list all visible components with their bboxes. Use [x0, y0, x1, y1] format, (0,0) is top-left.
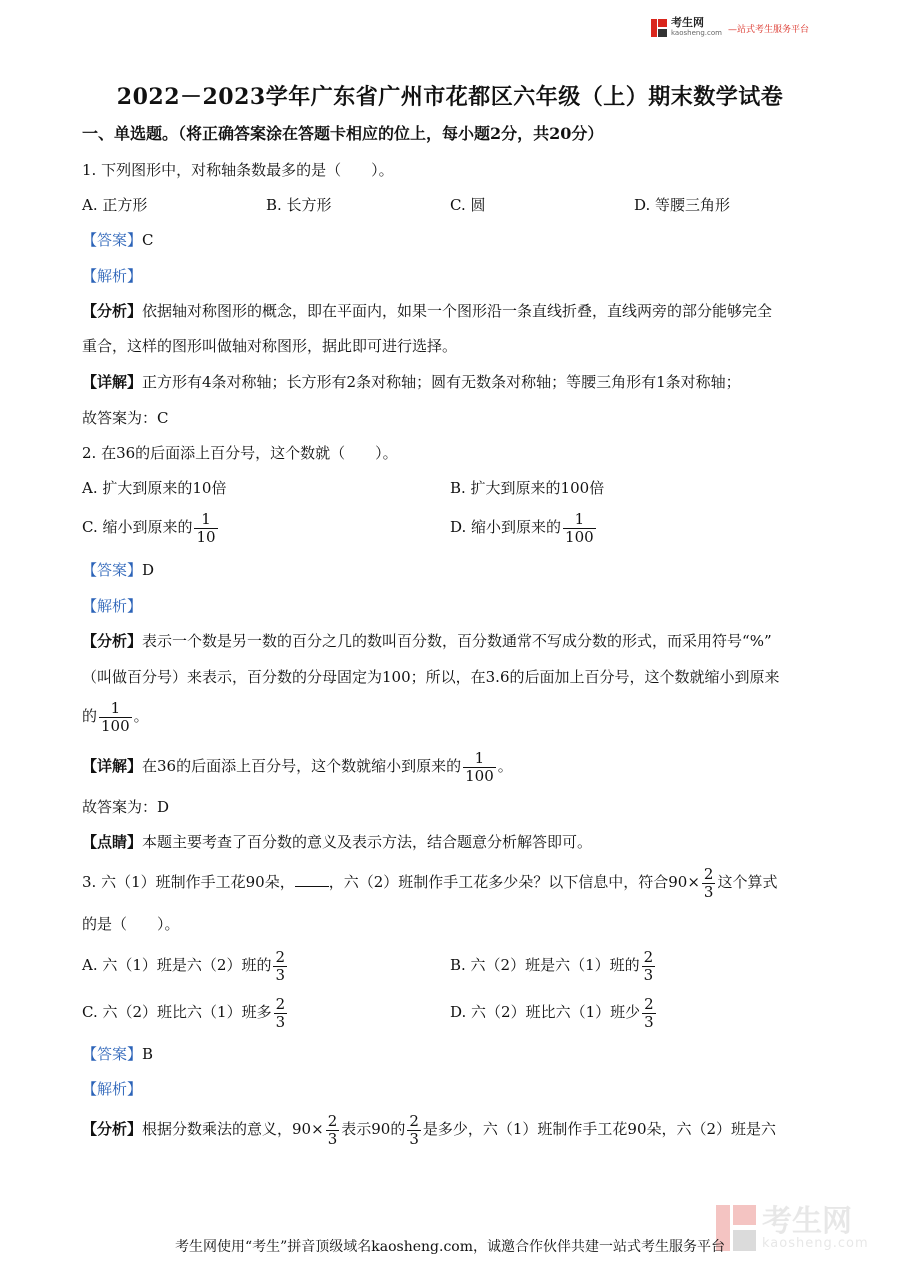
fraction-denominator: 3 — [644, 1012, 654, 1031]
answer-blank — [295, 874, 329, 887]
q1-stem: 1. 下列图形中，对称轴条数最多的是（ ）。 — [82, 161, 394, 179]
logo-slogan: —站式考生服务平台 — [727, 24, 809, 35]
fraction-numerator: 1 — [474, 748, 485, 767]
q3-option-b — [450, 947, 657, 984]
fraction-denominator: 100 — [465, 766, 494, 785]
page-title: 2022－2023学年广东省广州市花都区六年级（上）期末数学试卷 — [116, 84, 784, 110]
fraction-numerator: 1 — [110, 698, 121, 717]
option-text: C. 六（2）班比六（1）班多 — [82, 1003, 272, 1021]
fraction — [642, 949, 656, 984]
option-text: C. 缩小到原来的 — [82, 518, 193, 536]
q2-stem: 2. 在36的后面添上百分号，这个数就（ ）。 — [82, 444, 398, 462]
fraction-numerator: 1 — [201, 509, 211, 528]
q3-analysis-line-1 — [82, 1111, 776, 1148]
page-footer: 考生网使用“考生”拼音顶级域名kaosheng.com，诚邀合作伙伴共建一站式考生服务平台 — [174, 1239, 726, 1255]
q1-option-a: A. 正方形 — [82, 196, 148, 214]
q1-option-c: C. 圆 — [450, 196, 486, 214]
q2-answer — [82, 560, 154, 580]
q3-option-c — [82, 994, 289, 1031]
q3-stem-line-1 — [82, 864, 777, 901]
fraction — [194, 511, 217, 546]
q2-option-a: A. 扩大到原来的10倍 — [82, 479, 227, 497]
dianjing-text: 本题主要考查了百分数的意义及表示方法，结合题意分析解答即可。 — [142, 833, 593, 851]
fraction — [407, 1113, 421, 1148]
fraction — [702, 866, 716, 901]
fraction — [563, 511, 596, 546]
fraction-denominator: 3 — [409, 1129, 419, 1148]
q3-option-d — [450, 994, 658, 1031]
analysis-text: 是多少，六（1）班制作手工花90朵，六（2）班是六 — [422, 1120, 777, 1138]
fraction-denominator: 3 — [275, 965, 286, 984]
q1-analysis-line-1 — [82, 301, 772, 321]
q2-option-d — [450, 509, 598, 546]
fraction-numerator: 2 — [643, 947, 654, 966]
fraction-denominator: 100 — [565, 527, 594, 546]
fraction — [642, 996, 656, 1031]
fraction-numerator: 1 — [574, 509, 585, 528]
detail-text: 。 — [497, 757, 513, 775]
analysis-text: 依据轴对称图形的概念，即在平面内，如果一个图形沿一条直线折叠，直线两旁的部分能够完全 — [142, 302, 773, 320]
q2-option-c — [82, 509, 220, 546]
analysis-tag: 【分析】 — [82, 1120, 143, 1138]
q3-stem-line-2: 的是（ ）。 — [82, 915, 180, 933]
q1-detail — [82, 372, 741, 392]
fraction — [274, 996, 288, 1031]
fraction — [326, 1113, 340, 1148]
q2-jiexi-tag: 【解析】 — [82, 597, 143, 615]
q1-jiexi-tag: 【解析】 — [82, 267, 143, 285]
header-logo[interactable] — [651, 18, 809, 38]
analysis-text: 表示90的 — [341, 1120, 406, 1138]
fraction-denominator: 10 — [196, 527, 216, 546]
detail-tag: 【详解】 — [82, 373, 143, 391]
q1-answer — [82, 230, 154, 250]
answer-value: C — [142, 231, 154, 249]
fraction-numerator: 2 — [275, 994, 286, 1013]
fraction — [463, 750, 496, 785]
q2-option-b: B. 扩大到原来的100倍 — [450, 479, 605, 497]
answer-tag: 【答案】 — [82, 231, 143, 249]
answer-value: D — [142, 561, 155, 579]
fraction-numerator: 2 — [327, 1111, 338, 1130]
analysis-text: 表示一个数是另一数的百分之几的数叫百分数，百分数通常不写成分数的形式，而采用符号“%” — [142, 632, 772, 650]
fraction-numerator: 2 — [644, 994, 654, 1013]
fraction-denominator: 3 — [275, 1012, 286, 1031]
answer-tag: 【答案】 — [82, 561, 143, 579]
fraction-denominator: 3 — [643, 965, 654, 984]
fraction-denominator: 3 — [703, 882, 714, 901]
q1-final: 故答案为：C — [82, 409, 169, 427]
q2-dianjing — [82, 832, 592, 852]
analysis-tag: 【分析】 — [82, 302, 143, 320]
kaosheng-logo-icon — [651, 19, 667, 37]
analysis-text: 。 — [133, 707, 149, 725]
detail-text: 正方形有4条对称轴；长方形有2条对称轴；圆有无数条对称轴；等腰三角形有1条对称轴； — [142, 373, 741, 391]
analysis-tag: 【分析】 — [82, 632, 143, 650]
section-heading: 一、单选题。（将正确答案涂在答题卡相应的位上，每小题2分，共20分） — [82, 124, 604, 143]
stem-text: ，六（2）班制作手工花多少朵？以下信息中，符合90× — [328, 873, 700, 891]
fraction — [273, 949, 287, 984]
q1-analysis-line-2: 重合，这样的图形叫做轴对称图形，据此即可进行选择。 — [82, 337, 458, 355]
q1-option-b: B. 长方形 — [266, 196, 332, 214]
analysis-text: 根据分数乘法的意义，90× — [142, 1120, 324, 1138]
q2-final: 故答案为：D — [82, 798, 170, 816]
logo-text — [671, 18, 722, 38]
logo-name: 考生网 — [671, 16, 704, 29]
stem-text: 3. 六（1）班制作手工花90朵， — [82, 873, 295, 891]
q2-analysis-line-3 — [82, 698, 149, 735]
answer-tag: 【答案】 — [82, 1045, 143, 1063]
q3-option-a — [82, 947, 289, 984]
q2-analysis-line-1 — [82, 631, 772, 651]
watermark-name: 考生网 — [762, 1203, 852, 1239]
fraction-numerator: 2 — [703, 864, 714, 883]
analysis-text: 的 — [82, 707, 98, 725]
logo-domain: kaosheng.com — [671, 29, 722, 37]
dianjing-tag: 【点睛】 — [82, 833, 143, 851]
detail-text: 在36的后面添上百分号，这个数就缩小到原来的 — [142, 757, 462, 775]
fraction-denominator: 100 — [101, 716, 130, 735]
detail-tag: 【详解】 — [82, 757, 143, 775]
option-text: B. 六（2）班是六（1）班的 — [450, 956, 640, 974]
stem-text: 这个算式 — [717, 873, 778, 891]
q1-option-d: D. 等腰三角形 — [634, 196, 731, 214]
option-text: A. 六（1）班是六（2）班的 — [82, 956, 272, 974]
fraction-numerator: 2 — [409, 1111, 419, 1130]
fraction — [99, 700, 132, 735]
q2-analysis-line-2: （叫做百分号）来表示，百分数的分母固定为100；所以，在3.6的后面加上百分号，这个数就缩小到原来 — [82, 668, 780, 686]
watermark-domain: kaosheng.com — [762, 1235, 869, 1251]
fraction-denominator: 3 — [327, 1129, 338, 1148]
answer-value: B — [142, 1045, 154, 1063]
option-text: D. 缩小到原来的 — [450, 518, 562, 536]
option-text: D. 六（2）班比六（1）班少 — [450, 1003, 641, 1021]
q3-answer — [82, 1044, 153, 1064]
fraction-numerator: 2 — [275, 947, 286, 966]
q3-jiexi-tag: 【解析】 — [82, 1080, 143, 1098]
q2-detail — [82, 748, 513, 785]
